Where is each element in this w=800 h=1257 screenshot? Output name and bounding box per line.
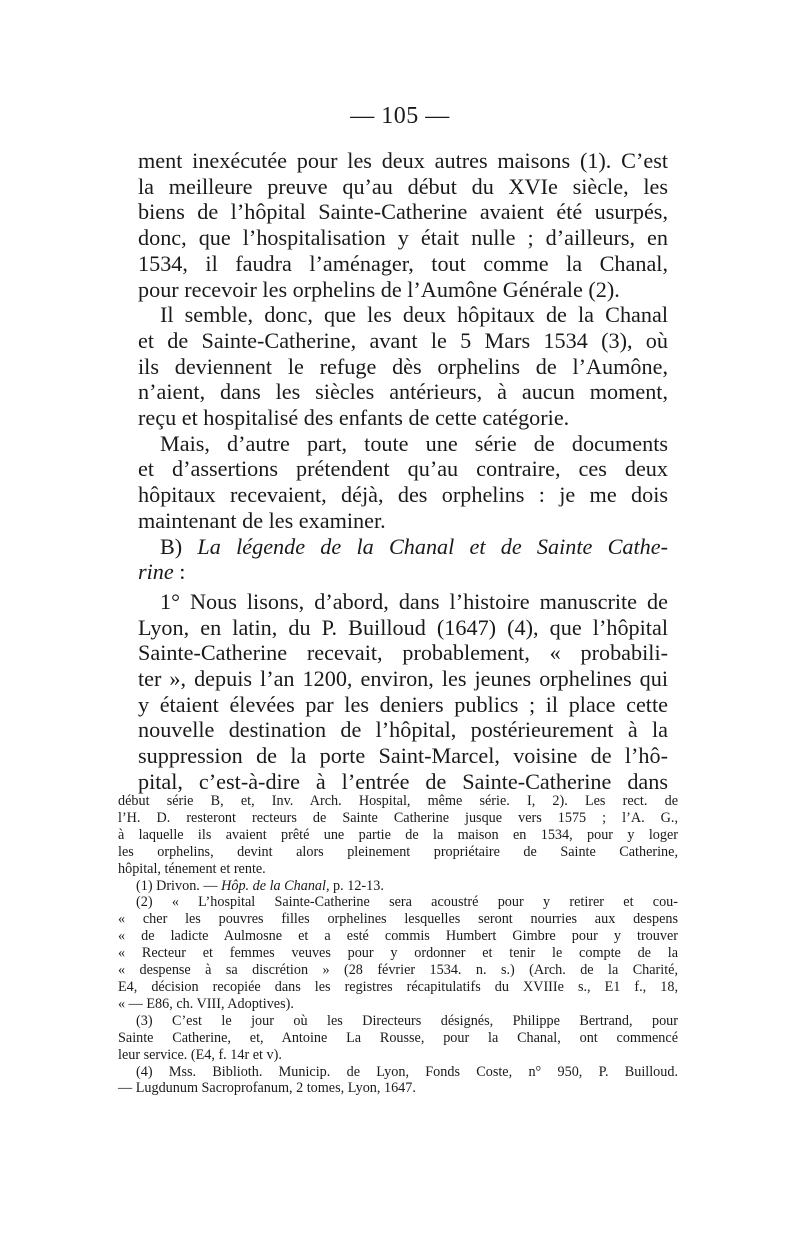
text-line: Lyon, en latin, du P. Builloud (1647) (4), que l’hôpital bbox=[138, 614, 668, 640]
text-line: et d’assertions prétendent qu’au contraire, ces deux bbox=[138, 456, 668, 482]
text-line: hôpitaux recevaient, déjà, des orphelins : je me dois bbox=[138, 482, 668, 508]
footnote-line: E4, décision recopiée dans les registres récapitulatifs du XVIIIe s., E1 f., 18, bbox=[118, 978, 678, 995]
footnote-2 bbox=[118, 894, 678, 1012]
text-line: ter », depuis l’an 1200, environ, les jeunes orphelines qui bbox=[138, 666, 668, 692]
heading-prefix: B) bbox=[160, 533, 183, 559]
footnote-line: « despense à sa discrétion » (28 février 1534. n. s.) (Arch. de la Charité, bbox=[118, 962, 678, 979]
text-line: nouvelle destination de l’hôpital, postérieurement à la bbox=[138, 717, 668, 743]
text-line bbox=[138, 534, 668, 560]
text-line: 1° Nous lisons, d’abord, dans l’histoire manuscrite de bbox=[160, 588, 668, 614]
text-line: donc, que l’hospitalisation y était nulle ; d’ailleurs, en bbox=[138, 225, 668, 251]
text-line: ment inexécutée pour les deux autres maisons (1). C’est bbox=[138, 148, 668, 173]
footnotes bbox=[118, 793, 678, 1097]
fn1-pages: p. 12-13. bbox=[329, 877, 384, 894]
text-line: Il semble, donc, que les deux hôpitaux de la Chanal bbox=[160, 302, 668, 328]
heading-suffix: : bbox=[173, 559, 186, 585]
text-line: Mais, d’autre part, toute une série de documents bbox=[160, 430, 668, 456]
footnote-line: Sainte Catherine, et, Antoine La Rousse, pour la Chanal, ont commencé bbox=[118, 1029, 678, 1046]
footnote-line: à laquelle ils avaient prêté une partie de la maison en 1534, pour y loger bbox=[118, 826, 678, 843]
text-line: pour recevoir les orphelins de l’Aumône Générale (2). bbox=[138, 276, 620, 302]
section-heading bbox=[138, 534, 668, 585]
text-line: 1534, il faudra l’aménager, tout comme la Chanal, bbox=[138, 250, 668, 276]
footnote-line: (2) « L’hospital Sainte-Catherine sera acoustré pour y retirer et cou- bbox=[136, 894, 678, 911]
footnote-line: « cher les pouvres filles orphelines lesquelles seront nourries aux despens bbox=[118, 911, 678, 928]
text-line: biens de l’hôpital Sainte-Catherine avaient été usurpés, bbox=[138, 199, 668, 225]
footnote-4 bbox=[118, 1064, 678, 1098]
footnote-line: — Lugdunum Sacroprofanum, 2 tomes, Lyon, 1647. bbox=[118, 1080, 416, 1097]
footnote-line: « de ladicte Aulmosne et a esté commis Humbert Gimbre pour y trouver bbox=[118, 928, 678, 945]
fn1-author: (1) Drivon. — bbox=[136, 877, 222, 894]
text-line: maintenant de les examiner. bbox=[138, 507, 386, 533]
fn1-title: Hôp. de la Chanal, bbox=[221, 877, 330, 894]
footnote-line: les orphelins, devint alors pleinement propriétaire de Sainte Catherine, bbox=[118, 843, 678, 860]
paragraph-3 bbox=[138, 431, 668, 534]
text-line: pital, c’est-à-dire à l’entrée de Sainte-Catherine dans bbox=[138, 768, 668, 794]
text-line: la meilleure preuve qu’au début du XVIe siècle, les bbox=[138, 173, 668, 199]
page-number: — 105 — bbox=[350, 103, 450, 129]
text-line: Sainte-Catherine recevait, probablement, « probabili- bbox=[138, 640, 668, 666]
heading-title: La légende de la Chanal et de Sainte Cathe- bbox=[197, 533, 669, 559]
text-line: y étaient élevées par les deniers publics ; il place cette bbox=[138, 691, 668, 717]
paragraph-1 bbox=[138, 148, 668, 302]
footnote-3 bbox=[118, 1013, 678, 1064]
text-line bbox=[138, 559, 668, 585]
text-line: ils deviennent le refuge dès orphelins de l’Aumône, bbox=[138, 353, 668, 379]
text-line: n’aient, dans les siècles antérieurs, à aucun moment, bbox=[138, 379, 668, 405]
text-line: suppression de la porte Saint-Marcel, voisine de l’hô- bbox=[138, 743, 668, 769]
footnote-line: (4) Mss. Biblioth. Municip. de Lyon, Fonds Coste, n° 950, P. Builloud. bbox=[136, 1063, 678, 1080]
footnote-line: l’H. D. resteront recteurs de Sainte Catherine jusque vers 1575 ; l’A. G., bbox=[118, 809, 678, 826]
footnote-line: leur service. (E4, f. 14r et v). bbox=[118, 1046, 282, 1063]
text-line: et de Sainte-Catherine, avant le 5 Mars 1534 (3), où bbox=[138, 327, 668, 353]
paragraph-4 bbox=[138, 589, 668, 795]
footnote-line: hôpital, ténement et rente. bbox=[118, 860, 266, 877]
paragraph-2 bbox=[138, 302, 668, 431]
footnote-line: « Recteur et femmes veuves pour y ordonner et tenir le compte de la bbox=[118, 945, 678, 962]
footnote-line: « — E86, ch. VIII, Adoptives). bbox=[118, 995, 294, 1012]
text-line: reçu et hospitalisé des enfants de cette catégorie. bbox=[138, 405, 570, 431]
footnote-line: (3) C’est le jour où les Directeurs désignés, Philippe Bertrand, pour bbox=[136, 1012, 678, 1029]
footnote-line bbox=[118, 878, 678, 895]
footnote-1 bbox=[118, 878, 678, 895]
footnote-continuation bbox=[118, 793, 678, 878]
main-text bbox=[138, 148, 668, 795]
heading-title-end: rine bbox=[138, 559, 174, 585]
footnote-line: début série B, et, Inv. Arch. Hospital, même série. I, 2). Les rect. de bbox=[118, 793, 678, 809]
